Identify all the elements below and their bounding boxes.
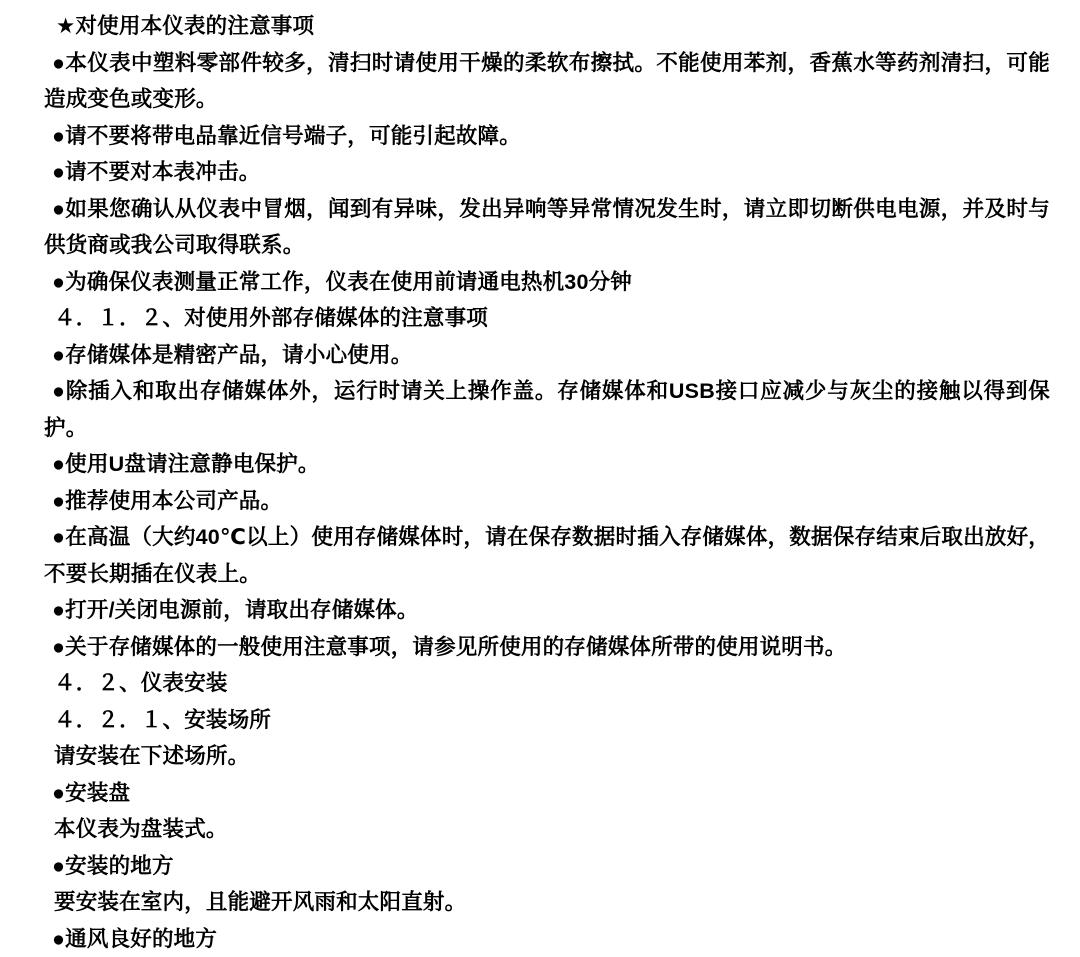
- bullet-paragraph: ●除插入和取出存储媒体外，运行时请关上操作盖。存储媒体和USB接口应减少与灰尘的接触以得到保护。: [44, 373, 1050, 446]
- body-paragraph: 要安装在室内，且能避开风雨和太阳直射。: [44, 884, 1050, 921]
- section-heading: ★对使用本仪表的注意事项: [44, 8, 1050, 45]
- bullet-paragraph: ●如果您确认从仪表中冒烟，闻到有异味，发出异响等异常情况发生时，请立即切断供电电源，并及时与供货商或我公司取得联系。: [44, 191, 1050, 264]
- bullet-paragraph: ●使用U盘请注意静电保护。: [44, 446, 1050, 483]
- bullet-paragraph: ●关于存储媒体的一般使用注意事项，请参见所使用的存储媒体所带的使用说明书。: [44, 629, 1050, 666]
- numbered-heading: ４．１．２、对使用外部存储媒体的注意事项: [44, 300, 1050, 337]
- bullet-paragraph: ●在高温（大约40℃以上）使用存储媒体时，请在保存数据时插入存储媒体，数据保存结束后取出放好，不要长期插在仪表上。: [44, 519, 1050, 592]
- numbered-heading: ４．２．１、安装场所: [44, 702, 1050, 739]
- bullet-paragraph: ●打开/关闭电源前，请取出存储媒体。: [44, 592, 1050, 629]
- bullet-paragraph: ●为确保仪表测量正常工作，仪表在使用前请通电热机30分钟: [44, 264, 1050, 301]
- body-paragraph: 本仪表为盘装式。: [44, 811, 1050, 848]
- bullet-paragraph: ●安装的地方: [44, 848, 1050, 885]
- bullet-paragraph: ●推荐使用本公司产品。: [44, 483, 1050, 520]
- bullet-paragraph: ●本仪表中塑料零部件较多，清扫时请使用干燥的柔软布擦拭。不能使用苯剂，香蕉水等药剂清扫，可能造成变色或变形。: [44, 45, 1050, 118]
- bullet-paragraph: ●请不要对本表冲击。: [44, 154, 1050, 191]
- bullet-paragraph: ●存储媒体是精密产品，请小心使用。: [44, 337, 1050, 374]
- bullet-paragraph: ●请不要将带电品靠近信号端子，可能引起故障。: [44, 118, 1050, 155]
- body-paragraph: 请安装在下述场所。: [44, 738, 1050, 775]
- bullet-paragraph: ●安装盘: [44, 775, 1050, 812]
- numbered-heading: ４．２、仪表安装: [44, 665, 1050, 702]
- bullet-paragraph: ●通风良好的地方: [44, 921, 1050, 957]
